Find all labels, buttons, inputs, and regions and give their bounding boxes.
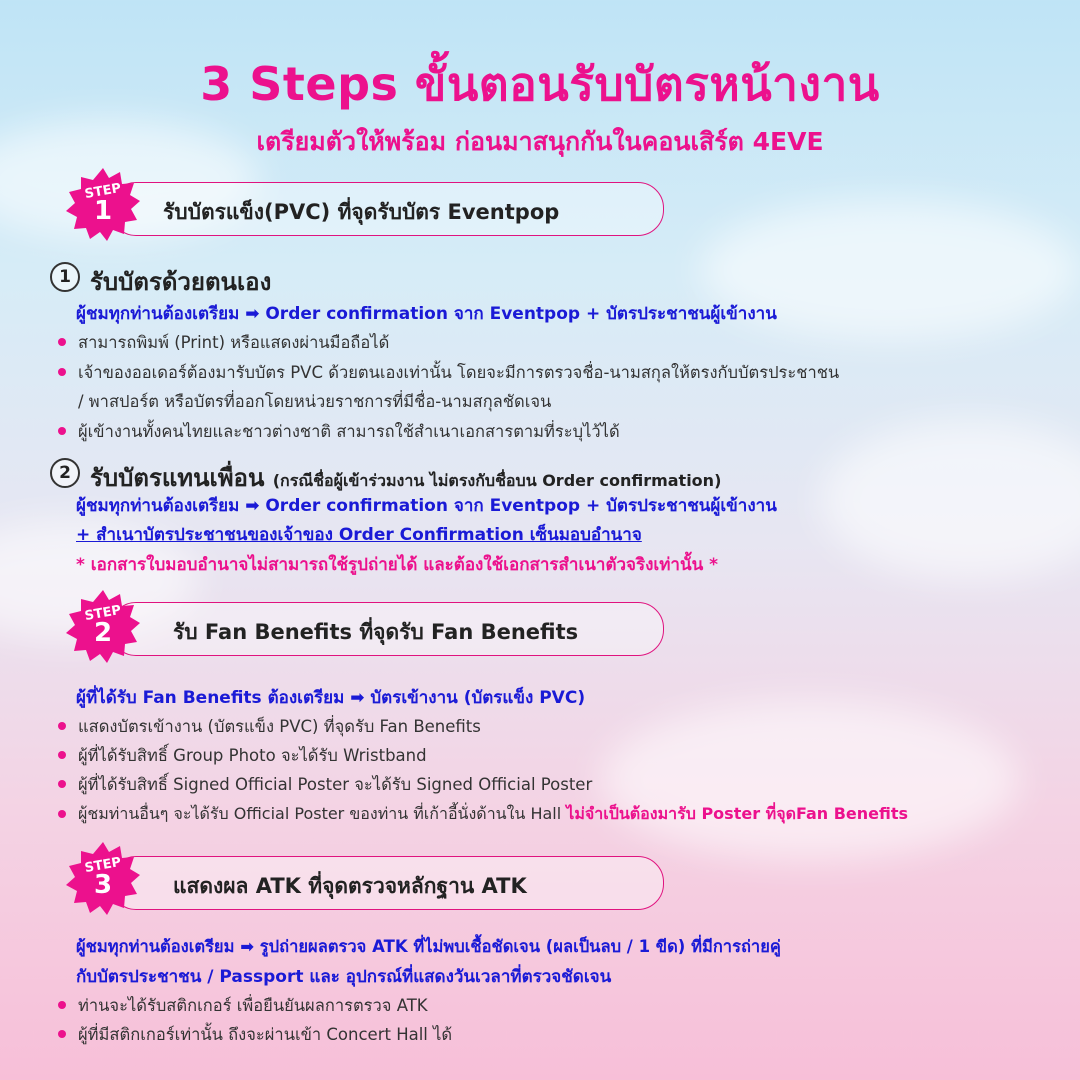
- step3-bullet-2: ผู้ที่มีสติกเกอร์เท่านั้น ถึงจะผ่านเข้า Concert Hall ได้: [58, 1022, 452, 1048]
- step3-badge: [66, 842, 140, 916]
- section2-number: 2: [50, 458, 80, 488]
- step2-bullet-2: ผู้ที่ได้รับสิทธิ์ Group Photo จะได้รับ Wristband: [58, 743, 427, 769]
- step2-bullet-4: [58, 802, 908, 827]
- section2-prep: ผู้ชมทุกท่านต้องเตรียม ➡ Order confirmation จาก Eventpop + บัตรประชาชนผู้เข้างาน: [76, 496, 777, 516]
- section1-bullet-2-cont: / พาสปอร์ต หรือบัตรที่ออกโดยหน่วยราชการที่มีชื่อ-นามสกุลชัดเจน: [78, 392, 552, 411]
- step3-badge-number: 3: [93, 870, 113, 900]
- step2-prep: ผู้ที่ได้รับ Fan Benefits ต้องเตรียม ➡ บัตรเข้างาน (บัตรแข็ง PVC): [76, 688, 586, 708]
- step2-bullet-3: ผู้ที่ได้รับสิทธิ์ Signed Official Poster จะได้รับ Signed Official Poster: [58, 772, 592, 798]
- section2-prep-2: + สำเนาบัตรประชาชนของเจ้าของ Order Confirmation เซ็นมอบอำนาจ: [76, 525, 642, 545]
- step1-heading: รับบัตรแข็ง(PVC) ที่จุดรับบัตร Eventpop: [163, 200, 560, 224]
- section1-title: รับบัตรด้วยตนเอง: [90, 268, 272, 296]
- section1-bullet-3: ผู้เข้างานทั้งคนไทยและชาวต่างชาติ สามารถใช้สำเนาเอกสารตามที่ระบุไว้ได้: [58, 419, 620, 445]
- step3-prep: ผู้ชมทุกท่านต้องเตรียม ➡ รูปถ่ายผลตรวจ ATK ที่ไม่พบเชื้อชัดเจน (ผลเป็นลบ / 1 ขีด) ที่มีการถ่ายคู่: [76, 937, 781, 956]
- section2-warning: * เอกสารใบมอบอำนาจไม่สามารถใช้รูปถ่ายได้ และต้องใช้เอกสารสำเนาตัวจริงเท่านั้น *: [76, 555, 719, 575]
- section1-prep: ผู้ชมทุกท่านต้องเตรียม ➡ Order confirmation จาก Eventpop + บัตรประชาชนผู้เข้างาน: [76, 304, 777, 324]
- step2-header: [110, 602, 664, 656]
- cloud-decoration: [600, 700, 1020, 860]
- section1-number: 1: [50, 262, 80, 292]
- step3-bullet-1: ท่านจะได้รับสติกเกอร์ เพื่อยืนยันผลการตรวจ ATK: [58, 993, 428, 1019]
- step2-badge-number: 2: [93, 618, 113, 648]
- section1-bullet-1: สามารถพิมพ์ (Print) หรือแสดงผ่านมือถือได้: [58, 330, 389, 356]
- step1-badge-label: STEP: [83, 180, 123, 203]
- section2-title: รับบัตรแทนเพื่อน: [90, 464, 265, 492]
- section1-bullet-2: เจ้าของออเดอร์ต้องมารับบัตร PVC ด้วยตนเองเท่านั้น โดยจะมีการตรวจชื่อ-นามสกุลให้ตรงกับบัตรประชาชน: [58, 360, 839, 386]
- page-title: 3 Steps ขั้นตอนรับบัตรหน้างาน: [200, 57, 880, 111]
- page-subtitle: เตรียมตัวให้พร้อม ก่อนมาสนุกกันในคอนเสิร์ต 4EVE: [256, 127, 824, 156]
- step1-badge-number: 1: [93, 196, 113, 226]
- step2-heading: รับ Fan Benefits ที่จุดรับ Fan Benefits: [173, 620, 579, 644]
- step3-header: [110, 856, 664, 910]
- step2-bullet-4-highlight: ไม่จำเป็นต้องมารับ Poster ที่จุดFan Benefits: [566, 804, 909, 823]
- step2-badge: [66, 590, 140, 664]
- step3-prep-2: กับบัตรประชาชน / Passport และ อุปกรณ์ที่แสดงวันเวลาที่ตรวจชัดเจน: [76, 967, 612, 987]
- step2-badge-label: STEP: [83, 602, 123, 625]
- step2-bullet-1: แสดงบัตรเข้างาน (บัตรแข็ง PVC) ที่จุดรับ Fan Benefits: [58, 714, 481, 740]
- cloud-decoration: [820, 420, 1080, 580]
- step3-heading: แสดงผล ATK ที่จุดตรวจหลักฐาน ATK: [173, 874, 527, 898]
- step2-bullet-4-text: ผู้ชมท่านอื่นๆ จะได้รับ Official Poster ของท่าน ที่เก้าอี้นั่งด้านใน Hall: [78, 804, 567, 823]
- section2-note: (กรณีชื่อผู้เข้าร่วมงาน ไม่ตรงกับชื่อบน Order confirmation): [272, 471, 722, 490]
- step1-badge: [66, 168, 140, 242]
- step1-header: [110, 182, 664, 236]
- step3-badge-label: STEP: [83, 854, 123, 877]
